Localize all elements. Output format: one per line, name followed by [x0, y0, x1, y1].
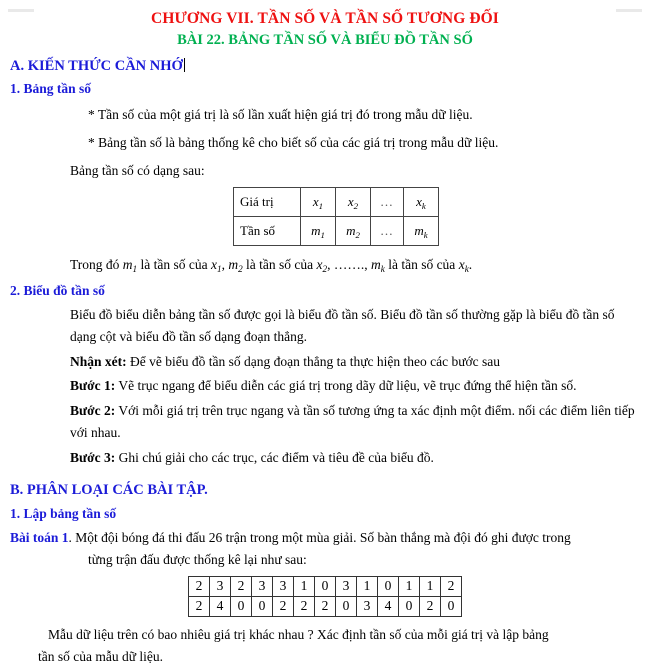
data-cell: 3 [273, 576, 294, 596]
cell-freq-mk: $m_k$ [404, 217, 439, 246]
question-line-2: tần số của mẫu dữ liệu. [38, 648, 164, 664]
cell-value-x2: $x_2$ [336, 188, 371, 217]
cell-value-xk: $x_k$ [404, 188, 439, 217]
section-a-heading-text: A. KIẾN THỨC CẦN NHỚ [10, 57, 183, 74]
row-label-tan-so: Tần số [234, 217, 301, 246]
data-cell: 1 [399, 576, 420, 596]
step-3-text: Ghi chú giải cho các trục, các điểm và tiêu đề của biểu đồ. [115, 449, 434, 465]
frequency-table-note: Trong đó $m_1$ là tần số của $x_1$, $m_2$ là tần số của $x_2$, ……., $m_k$ là tần số của $x_k$. [70, 257, 473, 275]
step-3-line [70, 447, 640, 469]
frequency-table-container [233, 187, 650, 246]
section-b-heading: B. PHÂN LOẠI CÁC BÀI TẬP. [10, 481, 208, 498]
cell-freq-ellipsis: … [371, 217, 404, 246]
data-cell: 0 [231, 596, 252, 616]
data-cell: 0 [399, 596, 420, 616]
data-cell: 3 [252, 576, 273, 596]
data-cell: 3 [357, 596, 378, 616]
bullet-definition-frequency: * Tần số của một giá trị là số lần xuất hiện giá trị đó trong mẫu dữ liệu. [88, 106, 473, 122]
data-cell: 1 [294, 576, 315, 596]
data-cell: 2 [231, 576, 252, 596]
data-grid-table [188, 576, 462, 617]
frequency-table-lead-in: Bảng tần số có dạng sau: [70, 162, 205, 178]
chart-definition-paragraph: Biểu đồ biểu diễn bảng tần số được gọi là biểu đồ tần số. Biểu đồ tần số thường gặp là biểu đồ tần số dạng cột và biểu đồ tần số dạng đoạn thẳng. [70, 306, 615, 344]
question-line-1: Mẫu dữ liệu trên có bao nhiêu giá trị khác nhau ? Xác định tần số của mỗi giá trị và lập bảng [48, 626, 549, 642]
data-cell: 2 [441, 576, 462, 596]
problem-1-line2: từng trận đấu được thống kê lại như sau: [88, 552, 307, 568]
data-cell: 2 [273, 596, 294, 616]
chapter-title: CHƯƠNG VII. TẦN SỐ VÀ TẦN SỐ TƯƠNG ĐỐI [151, 10, 499, 27]
data-cell: 4 [210, 596, 231, 616]
frequency-table [233, 187, 439, 246]
data-cell: 3 [210, 576, 231, 596]
cell-value-ellipsis: … [371, 188, 404, 217]
table-row-frequencies [234, 217, 439, 246]
data-cell: 2 [420, 596, 441, 616]
data-cell: 0 [252, 596, 273, 616]
lesson-title: BÀI 22. BẢNG TẦN SỐ VÀ BIỂU ĐỒ TẦN SỐ [177, 32, 473, 49]
section-a-heading [10, 57, 185, 76]
data-cell: 2 [315, 596, 336, 616]
data-cell: 3 [336, 576, 357, 596]
step-2-text: Với mỗi giá trị trên trục ngang và tần số tương ứng ta xác định một điểm. nối các điểm liên tiếp với nhau. [70, 403, 635, 441]
data-cell: 0 [441, 596, 462, 616]
bullet-definition-frequency-table: * Bảng tần số là bảng thống kê cho biết số của các giá trị trong mẫu dữ liệu. [88, 134, 499, 150]
data-cell: 4 [378, 596, 399, 616]
step-1-label: Bước 1: [70, 378, 116, 394]
step-3-label: Bước 3: [70, 449, 116, 465]
data-cell: 0 [378, 576, 399, 596]
step-2-label: Bước 2: [70, 403, 116, 419]
data-cell: 1 [357, 576, 378, 596]
table-row [189, 576, 462, 596]
subsection-1-heading: 1. Bảng tần số [10, 81, 92, 97]
data-cell: 2 [189, 576, 210, 596]
subsection-2-heading: 2. Biểu đồ tần số [10, 283, 105, 299]
data-cell: 0 [336, 596, 357, 616]
document-page [0, 9, 650, 664]
remark-text: Để vẽ biểu đồ tần số dạng đoạn thẳng ta thực hiện theo các bước sau [126, 353, 501, 369]
page-corner-mark-right [616, 9, 642, 12]
cell-value-x1: $x_1$ [301, 188, 336, 217]
remark-label: Nhận xét: [70, 353, 127, 369]
cell-freq-m2: $m_2$ [336, 217, 371, 246]
data-grid-container [188, 576, 650, 617]
row-label-gia-tri: Giá trị [234, 188, 301, 217]
problem-1-text: . Một đội bóng đá thi đấu 26 trận trong một mùa giải. Số bàn thắng mà đội đó ghi được trong [68, 530, 571, 546]
section-a-heading-row [0, 50, 650, 76]
data-cell: 2 [294, 596, 315, 616]
page-corner-mark-left [8, 9, 34, 12]
section-b-subsection-1-heading: 1. Lập bảng tần số [10, 505, 117, 521]
data-cell: 0 [315, 576, 336, 596]
data-cell: 2 [189, 596, 210, 616]
cell-freq-m1: $m_1$ [301, 217, 336, 246]
text-cursor [184, 58, 185, 72]
problem-1-line [10, 527, 636, 549]
table-row-values [234, 188, 439, 217]
problem-1-label: Bài toán 1 [10, 530, 69, 546]
data-cell: 1 [420, 576, 441, 596]
table-row [189, 596, 462, 616]
step-1-line [70, 375, 640, 397]
remark-line [70, 351, 640, 373]
step-2-line [70, 400, 640, 444]
step-1-text: Vẽ trục ngang để biểu diễn các giá trị trong dãy dữ liệu, vẽ trục đứng thể hiện tần số. [115, 378, 577, 394]
